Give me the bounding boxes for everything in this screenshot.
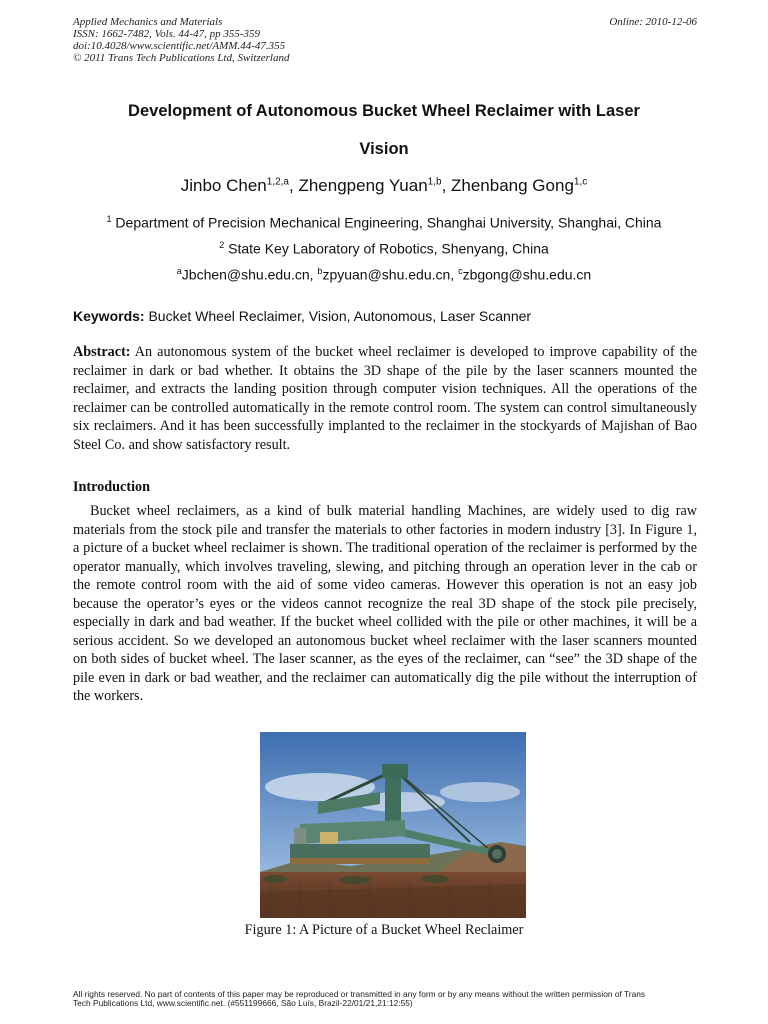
- author-list: Jinbo Chen$^{1,2,a}$, Zhengpeng Yuan$^{1,b}$, Zhenbang Gong$^{1,c}$: [180, 176, 588, 195]
- email-c[interactable]: zbgong@shu.edu.cn: [462, 266, 592, 283]
- copyright-line: © 2011 Trans Tech Publications Ltd, Switzerland: [73, 52, 290, 64]
- email-b[interactable]: zpyuan@shu.edu.cn,: [322, 266, 455, 283]
- email-sup: a: [176, 266, 182, 276]
- copyright-footer: [73, 990, 697, 1008]
- journal-header: [73, 16, 697, 64]
- keywords-section: [73, 308, 697, 324]
- introduction-text: Bucket wheel reclaimers, as a kind of bulk material handling Machines, are widely used to dig raw materials from the stock pile and transfer the materials to other factories in modern industry [3]. In Figure 1, a picture of a bucket wheel reclaimer is shown. The traditional operation of the reclaimer is performed by the operator manually, which involves traveling, slewing, and pitching through an operation lever in the cab or the remote control room with the aid of some video cameras. However this operation is not an easy job because the operator’s eyes or the videos cannot recognize the real 3D shape of the stock pile precisely, especially in dark and bad weather. If the bucket wheel collided with the pile or other machines, it will be a serious accident. So we developed an autonomous bucket wheel reclaimer with the laser scanners mounted on both sides of bucket wheel. The laser scanner, as the eyes of the reclaimer, can “see” the 3D shape of the pile even in dark or bad weather, and the reclaimer can automatically dig the pile without the interruption of the workers.: [73, 503, 697, 704]
- author-sup: 1,b: [427, 176, 442, 188]
- affiliation-text: Department of Precision Mechanical Engineering, Shanghai University, Shanghai, China: [115, 214, 662, 231]
- email-line: [60, 266, 708, 283]
- reclaimer-photo-drawing: [260, 732, 526, 918]
- author-name: Zhenbang Gong: [451, 176, 574, 195]
- author-name: Jinbo Chen: [180, 176, 267, 195]
- email-a[interactable]: Jbchen@shu.edu.cn,: [181, 266, 314, 283]
- affiliation-sup: 1: [106, 214, 112, 224]
- author-name: Zhengpeng Yuan: [298, 176, 428, 195]
- introduction-heading: Introduction: [73, 479, 150, 495]
- affiliation-text: State Key Laboratory of Robotics, Shenyang, China: [228, 240, 549, 257]
- footer-line-1: All rights reserved. No part of contents of this paper may be reproduced or transmitted in any form or by any means without the written permission of Trans: [73, 989, 646, 999]
- doi-line: doi:10.4028/www.scientific.net/AMM.44-47.355: [73, 40, 286, 52]
- title-line-1: Development of Autonomous Bucket Wheel Reclaimer with Laser: [128, 102, 640, 120]
- affiliation-1: [60, 214, 708, 231]
- keywords-text: Bucket Wheel Reclaimer, Vision, Autonomous, Laser Scanner: [148, 308, 532, 324]
- abstract-label: Abstract:: [73, 344, 131, 360]
- footer-line-2: Tech Publications Ltd, www.scientific.net. (#551199666, São Luís, Brazil-22/01/21,21:12:55): [73, 998, 413, 1008]
- email-sup: c: [458, 266, 463, 276]
- journal-name: Applied Mechanics and Materials: [73, 16, 223, 28]
- author-sup: 1,2,a: [266, 176, 289, 188]
- paper-title: [60, 92, 708, 168]
- abstract-section: [73, 343, 697, 455]
- abstract-text: An autonomous system of the bucket wheel reclaimer is developed to improve capability of the reclaimer in dark or bad whether. It obtains the 3D shape of the pile by the laser scanners mounted the reclaimer, and extracts the landing position through computer vision techniques. All the operations of the reclaimer can be controlled automatically in the remote control room. The system can control simultaneously six reclaimers. And it has been successfully implanted to the reclaimer in the stockyards of Majishan of Bao Steel Co. and show satisfactory result.: [73, 344, 698, 453]
- reclaimer-photo: [260, 732, 526, 918]
- email-sup: b: [317, 266, 323, 276]
- keywords-label: Keywords:: [73, 308, 145, 324]
- figure-caption: Figure 1: A Picture of a Bucket Wheel Reclaimer: [244, 922, 524, 938]
- online-date: Online: 2010-12-06: [609, 16, 697, 28]
- author-sup: 1,c: [573, 176, 588, 188]
- affiliation-sup: 2: [219, 240, 225, 250]
- title-line-2: Vision: [359, 140, 409, 158]
- issn-line: ISSN: 1662-7482, Vols. 44-47, pp 355-359: [73, 28, 260, 40]
- affiliation-2: [60, 240, 708, 257]
